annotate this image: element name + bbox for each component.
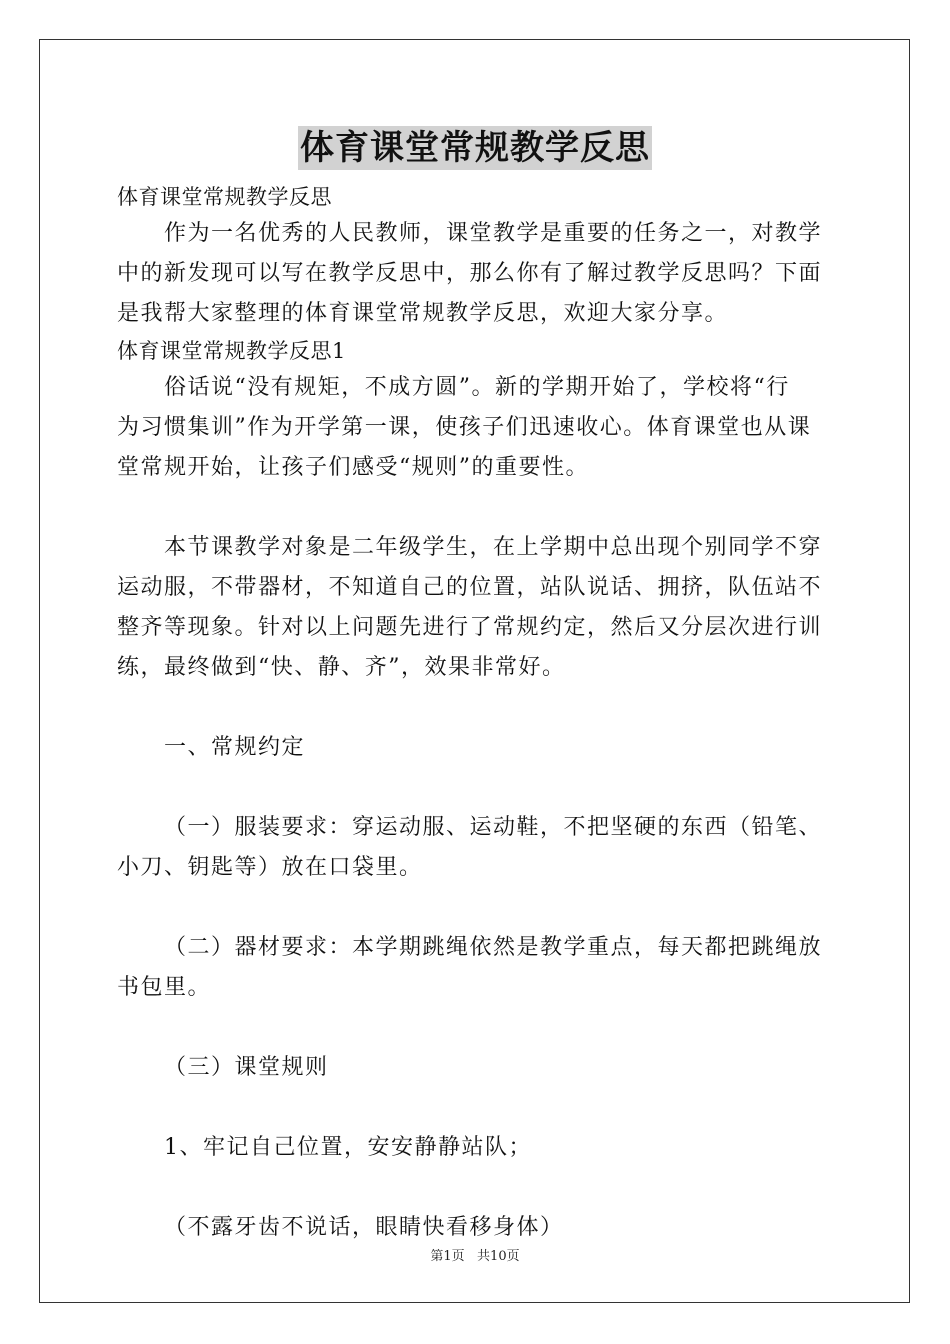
paragraph-gap — [117, 1008, 833, 1048]
paragraph-gap — [117, 688, 833, 728]
text-line: 本节课教学对象是二年级学生，在上学期中总出现个别同学不穿 — [164, 535, 823, 560]
text-line: 中的新发现可以写在教学反思中，那么你有了解过教学反思吗？下面 — [117, 261, 823, 286]
paragraph-gap — [117, 1168, 833, 1208]
text-line: （一）服装要求：穿运动服、运动鞋，不把坚硬的东西（铅笔、 — [164, 815, 823, 840]
text-line: 为习惯集训”作为开学第一课，使孩子们迅速收心。体育课堂也从课 — [117, 415, 812, 440]
text-line: 运动服，不带器材，不知道自己的位置，站队说话、拥挤，队伍站不 — [117, 575, 823, 600]
page-footer: 第1页 共10页 — [430, 1249, 520, 1264]
text-line: （三）课堂规则 — [164, 1055, 329, 1080]
text-line: 书包里。 — [117, 975, 212, 1000]
paragraph-gap — [117, 1088, 833, 1128]
section-heading: 体育课堂常规教学反思 — [117, 185, 332, 209]
paragraph-gap — [117, 768, 833, 808]
text-line: 堂常规开始，让孩子们感受“规则”的重要性。 — [117, 455, 589, 480]
text-line: 作为一名优秀的人民教师，课堂教学是重要的任务之一，对教学 — [164, 221, 823, 246]
text-line: 整齐等现象。针对以上问题先进行了常规约定，然后又分层次进行训 — [117, 615, 823, 640]
text-line: 是我帮大家整理的体育课堂常规教学反思，欢迎大家分享。 — [117, 301, 729, 326]
document-body — [117, 180, 833, 1248]
text-line: 一、常规约定 — [164, 735, 306, 760]
text-line: （二）器材要求：本学期跳绳依然是教学重点，每天都把跳绳放 — [164, 935, 823, 960]
paragraph-gap — [117, 888, 833, 928]
text-line: （不露牙齿不说话，眼睛快看移身体） — [164, 1215, 564, 1240]
document-title: 体育课堂常规教学反思 — [300, 128, 650, 168]
title-area — [0, 126, 950, 170]
paragraph-gap — [117, 488, 833, 528]
section-heading: 体育课堂常规教学反思1 — [117, 339, 346, 363]
text-line: 俗话说“没有规矩，不成方圆”。新的学期开始了，学校将“行 — [164, 375, 790, 400]
text-line: 练，最终做到“快、静、齐”，效果非常好。 — [117, 655, 566, 680]
text-line: 1、牢记自己位置，安安静静站队； — [164, 1135, 532, 1160]
text-line: 小刀、钥匙等）放在口袋里。 — [117, 855, 423, 880]
